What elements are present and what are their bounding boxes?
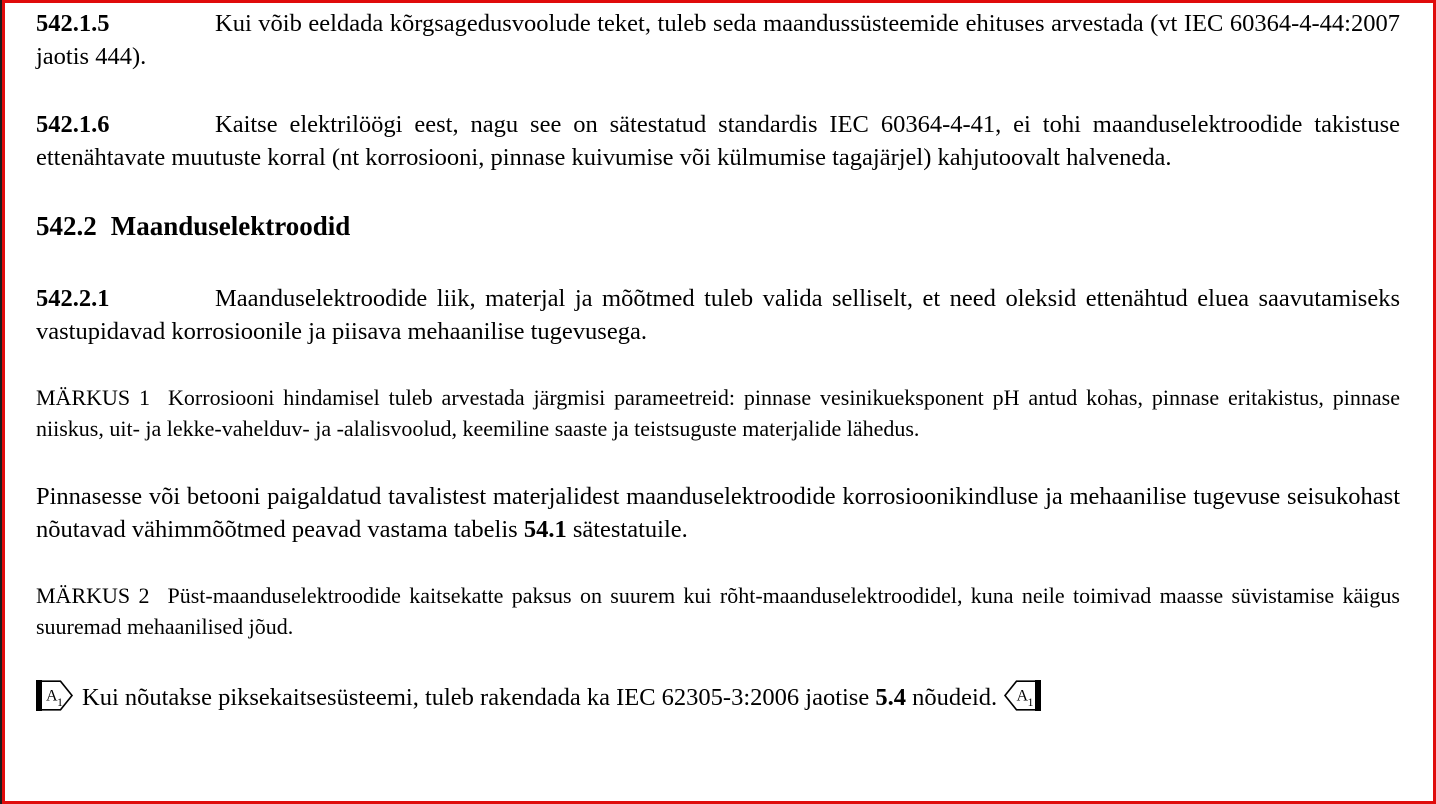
clause-text: Maanduselektroodide liik, materjal ja mõõtmed tuleb valida selliselt, et need oleksid ettenähtud eluea saavutamiseks vastupidavad korrosioonile ja piisava mehaanilise tugevusega. <box>36 285 1400 345</box>
table-reference: 54.1 <box>523 515 567 543</box>
page-content <box>36 8 1400 715</box>
amendment-marker-letter: A <box>46 687 58 705</box>
amendment-marker-letter: A <box>1016 687 1029 705</box>
clause-542-1-5 <box>36 8 1400 73</box>
heading-number: 542.2 <box>36 211 97 242</box>
paragraph-text: sätestatuile. <box>566 515 688 543</box>
note-2 <box>36 581 1400 642</box>
note-text: Püst-maanduselektroodide kaitsekatte paksus on suurem kui rõht-maanduselektroodidel, kuna neile toimivad maasse süvistamise käigus suuremad mehaanilised jõud. <box>36 583 1400 639</box>
amendment-line <box>36 680 1400 715</box>
amendment-a1-end-icon <box>1003 680 1041 711</box>
clause-number: 542.1.5 <box>36 10 110 37</box>
clause-542-2-1 <box>36 283 1400 348</box>
clause-text: Kaitse elektrilöögi eest, nagu see on sätestatud standardis IEC 60364-4-41, ei tohi maanduselektroodide takistuse ettenähtavate muutuste korral (nt korrosiooni, pinnase kuivumise või külmumise tagajärjel) kahjutoovalt halveneda. <box>36 111 1400 171</box>
clause-number: 542.1.6 <box>36 111 110 139</box>
amendment-text: Kui nõutakse piksekaitsesüsteemi, tuleb rakendada ka IEC 62305-3:2006 jaotise <box>82 684 876 712</box>
clause-text: Kui võib eeldada kõrgsagedusvoolude teket, tuleb seda maandussüsteemide ehituses arvestada (vt IEC 60364-4-44:2007 jaotis 444). <box>36 10 1400 70</box>
clause-542-1-6 <box>36 109 1400 174</box>
note-text: Korrosiooni hindamisel tuleb arvestada järgmisi parameetreid: pinnase vesinikueksponent pH antud kohas, pinnase eritakistus, pinnase niiskus, uit- ja lekke-vahelduv- ja -alalisvoolud, keemiline saaste ja teistsuguste materjalide lähedus. <box>36 385 1400 441</box>
section-reference: 5.4 <box>875 684 906 712</box>
heading-title: Maanduselektroodid <box>110 211 351 242</box>
page-left-edge <box>0 0 2 804</box>
section-heading-542-2 <box>36 211 1400 242</box>
amendment-marker-subscript: 1 <box>57 695 63 710</box>
note-label: MÄRKUS 1 <box>36 385 151 411</box>
amendment-text: nõudeid. <box>905 684 998 712</box>
amendment-marker-subscript: 1 <box>1027 695 1034 710</box>
note-1 <box>36 383 1400 444</box>
note-label: MÄRKUS 2 <box>36 583 150 609</box>
paragraph-text: Pinnasesse või betooni paigaldatud tavalistest materjalidest maanduselektroodide korrosioonikindluse ja mehaanilise tugevuse seisukohast nõutavad vähimmõõtmed peavad vastama tabelis <box>36 483 1400 543</box>
clause-number: 542.2.1 <box>36 285 110 313</box>
paragraph-minimum-dimensions <box>36 481 1400 546</box>
amendment-a1-start-icon <box>36 680 74 711</box>
